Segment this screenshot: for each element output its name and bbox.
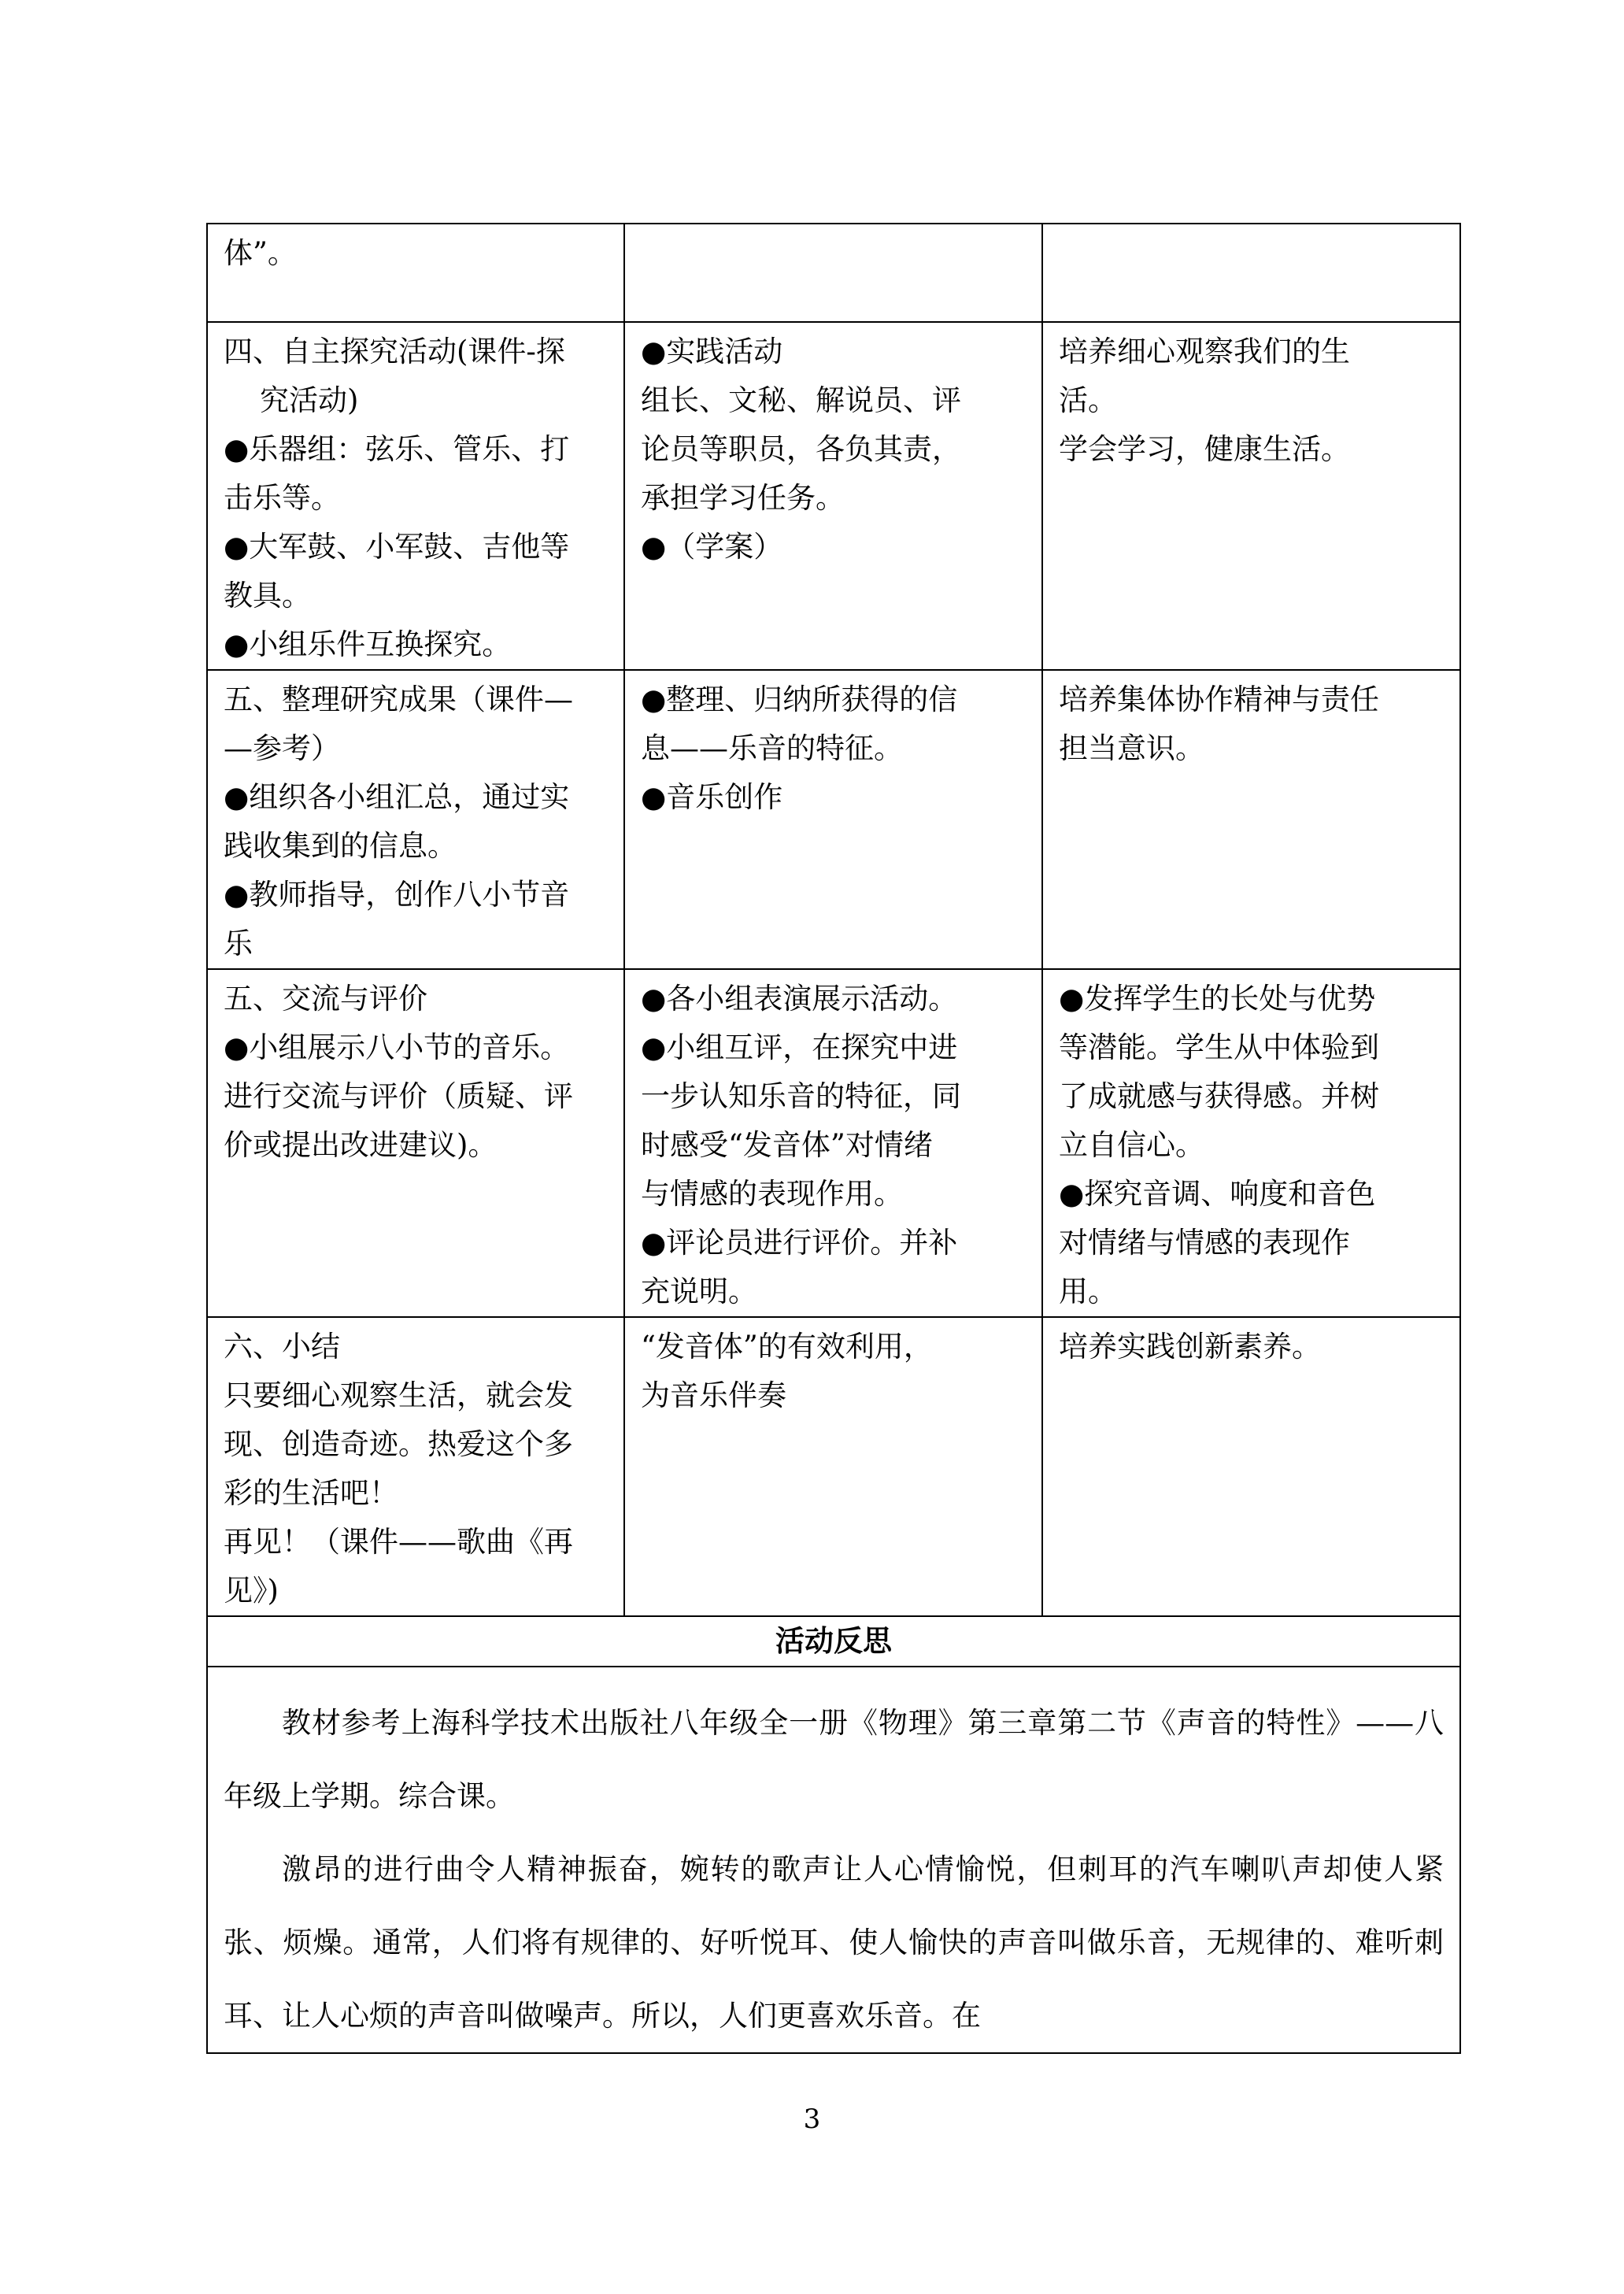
cell-line: 论员等职员，各负其责， xyxy=(640,432,961,466)
cell-line: 乐 xyxy=(224,927,253,960)
cell-line: 与情感的表现作用。 xyxy=(640,1177,903,1211)
cell-line: 践收集到的信息。 xyxy=(224,829,457,863)
cell-line: ●实践活动 xyxy=(640,335,783,368)
cell-line: 再见！（课件——歌曲《再 xyxy=(224,1525,573,1559)
cell-line: 五、交流与评价 xyxy=(224,982,427,1016)
cell-line: ●组织各小组汇总，通过实 xyxy=(224,780,570,814)
cell-line: ●大军鼓、小军鼓、吉他等 xyxy=(224,530,570,564)
cell-goal xyxy=(1042,670,1460,969)
cell-student xyxy=(624,1317,1042,1616)
cell-line: —参考） xyxy=(224,731,340,765)
cell-line: ●探究音调、响度和音色 xyxy=(1058,1177,1376,1211)
table-row xyxy=(207,224,1460,322)
reflection-paragraph: 激昂的进行曲令人精神振奋，婉转的歌声让人心情愉悦，但刺耳的汽车喇叭声却使人紧张、烦燥。通常，人们将有规律的、好听悦耳、使人愉快的声音叫做乐音，无规律的、难听刺耳、让人心烦的声音叫做噪声。所以，人们更喜欢乐音。在 xyxy=(224,1852,1444,2033)
cell-student xyxy=(624,969,1042,1317)
cell-line: 为音乐伴奏 xyxy=(640,1378,786,1412)
cell-student xyxy=(624,224,1042,322)
cell-line: ●整理、归纳所获得的信 xyxy=(640,683,958,716)
cell-goal xyxy=(1042,224,1460,322)
cell-line: 充说明。 xyxy=(640,1275,757,1308)
cell-line: 时感受“发音体”对情绪 xyxy=(640,1128,933,1162)
cell-line: 五、整理研究成果（课件— xyxy=(224,683,573,716)
cell-line: 学会学习，健康生活。 xyxy=(1058,432,1350,466)
cell-line: ●各小组表演展示活动。 xyxy=(640,982,958,1016)
table-row xyxy=(207,322,1460,670)
cell-line: 等潜能。学生从中体验到 xyxy=(1058,1030,1379,1064)
cell-line: 活。 xyxy=(1058,383,1117,417)
cell-line: 培养实践创新素养。 xyxy=(1058,1330,1321,1363)
lesson-plan-table xyxy=(206,223,1461,2054)
cell-line: 培养集体协作精神与责任 xyxy=(1058,683,1379,716)
cell-line: ●小组互评，在探究中进 xyxy=(640,1030,958,1064)
cell-line: 组长、文秘、解说员、评 xyxy=(640,383,961,417)
cell-line: 见》) xyxy=(224,1574,279,1608)
cell-activity xyxy=(207,670,624,969)
table-row xyxy=(207,969,1460,1317)
cell-line: 价或提出改进建议)。 xyxy=(224,1128,498,1162)
cell-student xyxy=(624,670,1042,969)
cell-activity xyxy=(207,969,624,1317)
cell-line: ●教师指导，创作八小节音 xyxy=(224,878,570,912)
cell-line: 只要细心观察生活，就会发 xyxy=(224,1378,573,1412)
cell-line: 培养细心观察我们的生 xyxy=(1058,335,1350,368)
cell-line: 体”。 xyxy=(224,236,297,270)
cell-line: 现、创造奇迹。热爱这个多 xyxy=(224,1427,573,1461)
cell-activity xyxy=(207,322,624,670)
cell-line: ●小组展示八小节的音乐。 xyxy=(224,1030,570,1064)
cell-line: 承担学习任务。 xyxy=(640,481,845,515)
cell-line: 立自信心。 xyxy=(1058,1128,1204,1162)
cell-line: 六、小结 xyxy=(224,1330,340,1363)
cell-line: 击乐等。 xyxy=(224,481,340,515)
cell-line: 息——乐音的特征。 xyxy=(640,731,903,765)
cell-line: “发音体”的有效利用， xyxy=(640,1330,933,1363)
cell-goal xyxy=(1042,322,1460,670)
reflection-body xyxy=(207,1667,1460,2053)
cell-line: 究活动) xyxy=(260,383,359,417)
cell-line: ●乐器组：弦乐、管乐、打 xyxy=(224,432,570,466)
cell-line: 对情绪与情感的表现作 xyxy=(1058,1226,1350,1260)
table-row xyxy=(207,670,1460,969)
table-row xyxy=(207,1667,1460,2053)
cell-line: 彩的生活吧！ xyxy=(224,1476,398,1510)
cell-line: 进行交流与评价（质疑、评 xyxy=(224,1079,573,1113)
cell-student xyxy=(624,322,1042,670)
cell-activity xyxy=(207,224,624,322)
page-number: 3 xyxy=(803,2103,821,2135)
cell-line: 用。 xyxy=(1058,1275,1117,1308)
cell-activity xyxy=(207,1317,624,1616)
cell-line: ●发挥学生的长处与优势 xyxy=(1058,982,1376,1016)
cell-line: ●（学案） xyxy=(640,530,783,564)
table-row xyxy=(207,1616,1460,1667)
table-row xyxy=(207,1317,1460,1616)
cell-line: ●音乐创作 xyxy=(640,780,783,814)
cell-line: 四、自主探究活动(课件-探 xyxy=(224,335,565,368)
cell-line: 一步认知乐音的特征，同 xyxy=(640,1079,961,1113)
cell-line: ●评论员进行评价。并补 xyxy=(640,1226,958,1260)
cell-line: ●小组乐件互换探究。 xyxy=(224,627,512,661)
cell-line: 教具。 xyxy=(224,579,311,612)
reflection-paragraph: 教材参考上海科学技术出版社八年级全一册《物理》第三章第二节《声音的特性》——八年级上学期。综合课。 xyxy=(224,1706,1444,1813)
cell-line: 担当意识。 xyxy=(1058,731,1204,765)
cell-goal xyxy=(1042,1317,1460,1616)
cell-goal xyxy=(1042,969,1460,1317)
reflection-title: 活动反思 xyxy=(207,1616,1460,1667)
cell-line: 了成就感与获得感。并树 xyxy=(1058,1079,1379,1113)
